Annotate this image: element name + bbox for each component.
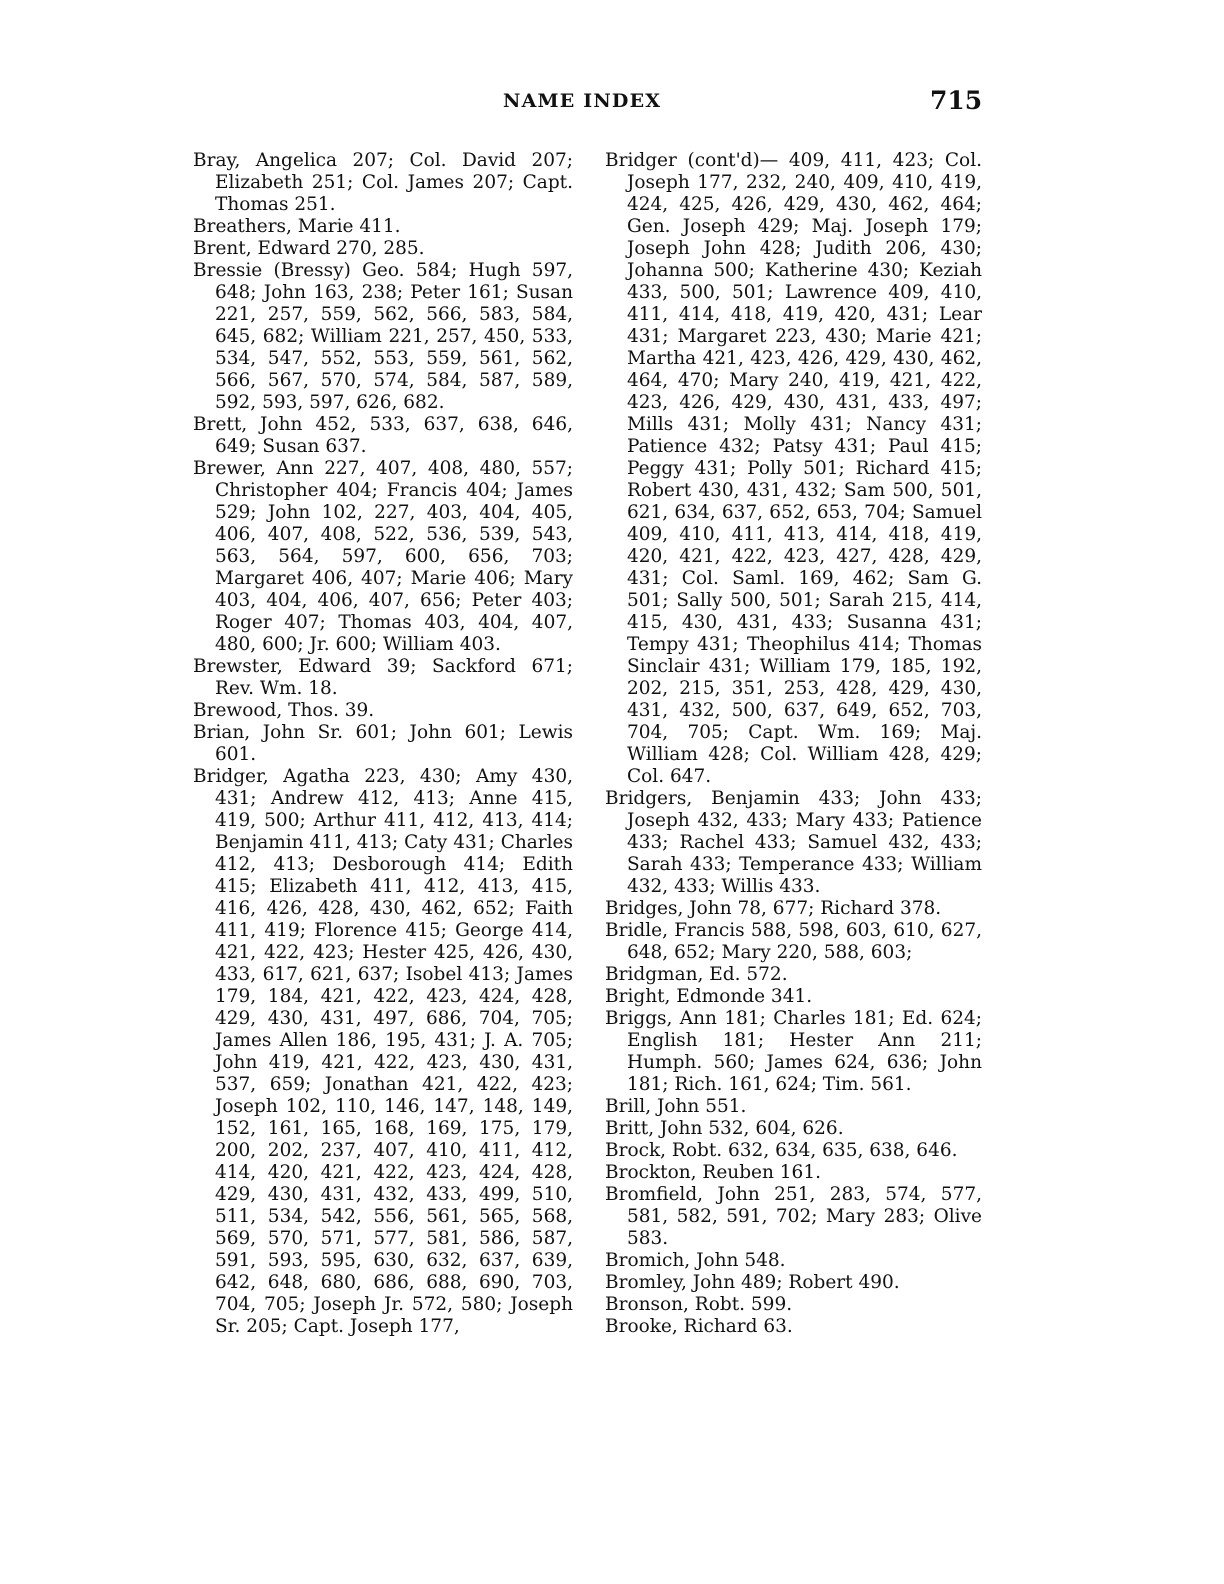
index-entry-brewood: Brewood, Thos. 39.	[193, 700, 375, 721]
page-number: 715	[930, 86, 983, 115]
index-entry-bright: Bright, Edmonde 341.	[605, 986, 813, 1007]
index-entry-brill: Brill, John 551.	[605, 1096, 747, 1117]
index-column-right	[605, 150, 982, 1338]
index-entry-brewster: Brewster, Edward 39; Sackford 671; Rev. Wm. 18.	[193, 656, 573, 699]
index-entry-briggs: Briggs, Ann 181; Charles 181; Ed. 624; English 181; Hester Ann 211; Humph. 560; James 624, 636; John 181; Rich. 161, 624; Tim. 561.	[605, 1008, 982, 1095]
index-entry-bridgers: Bridgers, Benjamin 433; John 433; Joseph 432, 433; Mary 433; Patience 433; Rachel 433; Samuel 432, 433; Sarah 433; Temperance 433; William 432, 433; Willis 433.	[605, 788, 982, 897]
index-entry-brooke: Brooke, Richard 63.	[605, 1316, 793, 1337]
index-entry-bronson: Bronson, Robt. 599.	[605, 1294, 793, 1315]
index-entry-bridgman: Bridgman, Ed. 572.	[605, 964, 788, 985]
index-column-left	[193, 150, 573, 1338]
index-entry-bray: Bray, Angelica 207; Col. David 207; Elizabeth 251; Col. James 207; Capt. Thomas 251.	[193, 150, 573, 215]
index-entry-bromfield: Bromfield, John 251, 283, 574, 577, 581, 582, 591, 702; Mary 283; Olive 583.	[605, 1184, 982, 1249]
index-entry-brent: Brent, Edward 270, 285.	[193, 238, 425, 259]
index-entry-brock: Brock, Robt. 632, 634, 635, 638, 646.	[605, 1140, 958, 1161]
index-entry-britt: Britt, John 532, 604, 626.	[605, 1118, 844, 1139]
index-entry-bridle: Bridle, Francis 588, 598, 603, 610, 627, 648, 652; Mary 220, 588, 603;	[605, 920, 982, 963]
index-entry-brett: Brett, John 452, 533, 637, 638, 646, 649; Susan 637.	[193, 414, 573, 457]
page-header	[0, 86, 1224, 120]
index-entry-bridges: Bridges, John 78, 677; Richard 378.	[605, 898, 942, 919]
index-entry-bromley: Bromley, John 489; Robert 490.	[605, 1272, 900, 1293]
index-entry-brockton: Brockton, Reuben 161.	[605, 1162, 821, 1183]
index-entry-bressie: Bressie (Bressy) Geo. 584; Hugh 597, 648; John 163, 238; Peter 161; Susan 221, 257, 559, 562, 566, 583, 584, 645, 682; William 221, 257, 450, 533, 534, 547, 552, 553, 559, 561, 562, 566, 567, 570, 574, 584, 587, 589, 592, 593, 597, 626, 682.	[193, 260, 573, 413]
running-title: NAME INDEX	[503, 90, 662, 112]
index-entry-bridger: Bridger, Agatha 223, 430; Amy 430, 431; Andrew 412, 413; Anne 415, 419, 500; Arthur 411, 412, 413, 414; Benjamin 411, 413; Caty 431; Charles 412, 413; Desborough 414; Edith 415; Elizabeth 411, 412, 413, 415, 416, 426, 428, 430, 462, 652; Faith 411, 419; Florence 415; George 414, 421, 422, 423; Hester 425, 426, 430, 433, 617, 621, 637; Isobel 413; James 179, 184, 421, 422, 423, 424, 428, 429, 430, 431, 497, 686, 704, 705; James Allen 186, 195, 431; J. A. 705; John 419, 421, 422, 423, 430, 431, 537, 659; Jonathan 421, 422, 423; Joseph 102, 110, 146, 147, 148, 149, 152, 161, 165, 168, 169, 175, 179, 200, 202, 237, 407, 410, 411, 412, 414, 420, 421, 422, 423, 424, 428, 429, 430, 431, 432, 433, 499, 510, 511, 534, 542, 556, 561, 565, 568, 569, 570, 571, 577, 581, 586, 587, 591, 593, 595, 630, 632, 637, 639, 642, 648, 680, 686, 688, 690, 703, 704, 705; Joseph Jr. 572, 580; Joseph Sr. 205; Capt. Joseph 177,	[193, 766, 573, 1337]
index-entry-brian: Brian, John Sr. 601; John 601; Lewis 601.	[193, 722, 573, 765]
index-entry-bromich: Bromich, John 548.	[605, 1250, 786, 1271]
index-entry-breathers: Breathers, Marie 411.	[193, 216, 401, 237]
index-entry-bridger-continued: Bridger (cont'd)— 409, 411, 423; Col. Joseph 177, 232, 240, 409, 410, 419, 424, 425, 426, 429, 430, 462, 464; Gen. Joseph 429; Maj. Joseph 179; Joseph John 428; Judith 206, 430; Johanna 500; Katherine 430; Keziah 433, 500, 501; Lawrence 409, 410, 411, 414, 418, 419, 420, 431; Lear 431; Margaret 223, 430; Marie 421; Martha 421, 423, 426, 429, 430, 462, 464, 470; Mary 240, 419, 421, 422, 423, 426, 429, 430, 431, 433, 497; Mills 431; Molly 431; Nancy 431; Patience 432; Patsy 431; Paul 415; Peggy 431; Polly 501; Richard 415; Robert 430, 431, 432; Sam 500, 501, 621, 634, 637, 652, 653, 704; Samuel 409, 410, 411, 413, 414, 418, 419, 420, 421, 422, 423, 427, 428, 429, 431; Col. Saml. 169, 462; Sam G. 501; Sally 500, 501; Sarah 215, 414, 415, 430, 431, 433; Susanna 431; Tempy 431; Theophilus 414; Thomas Sinclair 431; William 179, 185, 192, 202, 215, 351, 253, 428, 429, 430, 431, 432, 500, 637, 649, 652, 703, 704, 705; Capt. Wm. 169; Maj. William 428; Col. William 428, 429; Col. 647.	[605, 150, 982, 787]
index-entry-brewer: Brewer, Ann 227, 407, 408, 480, 557; Christopher 404; Francis 404; James 529; John 102, 227, 403, 404, 405, 406, 407, 408, 522, 536, 539, 543, 563, 564, 597, 600, 656, 703; Margaret 406, 407; Marie 406; Mary 403, 404, 406, 407, 656; Peter 403; Roger 407; Thomas 403, 404, 407, 480, 600; Jr. 600; William 403.	[193, 458, 573, 655]
